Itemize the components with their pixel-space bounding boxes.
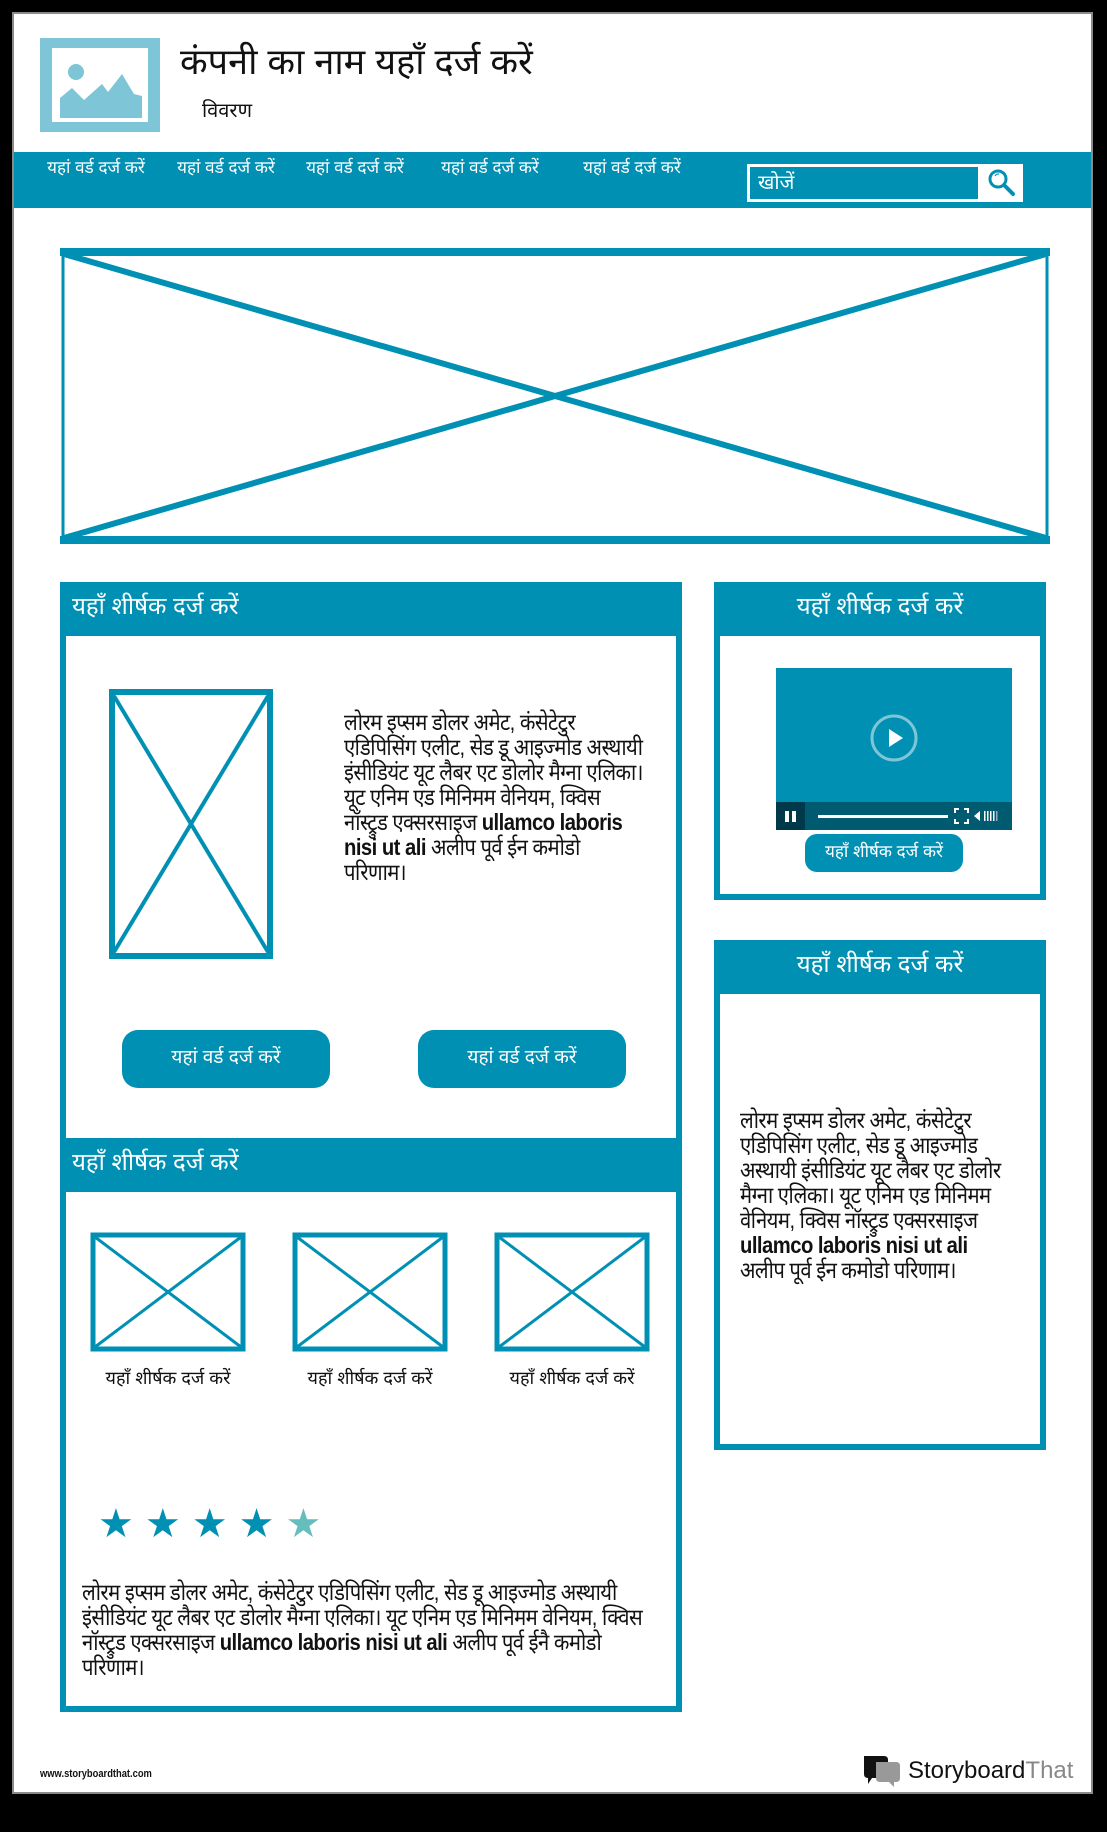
fullscreen-icon bbox=[955, 809, 968, 823]
storyboardthat-logo bbox=[862, 1754, 1073, 1788]
video-panel-title: यहाँ शीर्षक दर्ज करें bbox=[714, 582, 1046, 636]
play-icon[interactable] bbox=[870, 714, 918, 762]
image-placeholder-icon bbox=[90, 1232, 246, 1352]
nav-item-2[interactable]: यहां वर्ड दर्ज करें bbox=[177, 158, 275, 177]
gallery-panel-title: यहाँ शीर्षक दर्ज करें bbox=[60, 1138, 682, 1192]
speech-bubbles-icon bbox=[862, 1754, 902, 1788]
image-placeholder-icon bbox=[109, 689, 273, 959]
nav-item-3[interactable]: यहां वर्ड दर्ज करें bbox=[306, 158, 404, 177]
main-content-panel bbox=[60, 582, 682, 1154]
volume-level-icon bbox=[984, 811, 998, 821]
nav-item-1[interactable]: यहां वर्ड दर्ज करें bbox=[47, 158, 145, 177]
volume-icon bbox=[974, 811, 980, 821]
logo-image-icon bbox=[40, 38, 160, 132]
search-button[interactable] bbox=[983, 166, 1021, 200]
star-rating[interactable] bbox=[98, 1504, 321, 1544]
search-icon bbox=[983, 166, 1021, 200]
nav-item-4[interactable]: यहां वर्ड दर्ज करें bbox=[441, 158, 539, 177]
gallery-image-3 bbox=[494, 1232, 650, 1357]
gallery-caption-2: यहाँ शीर्षक दर्ज करें bbox=[307, 1368, 433, 1388]
company-name: कंपनी का नाम यहाँ दर्ज करें bbox=[180, 41, 533, 82]
page bbox=[12, 12, 1093, 1794]
gallery-panel bbox=[60, 1138, 682, 1712]
image-placeholder-icon bbox=[292, 1232, 448, 1352]
video-player[interactable] bbox=[776, 668, 1012, 830]
star-filled-icon[interactable]: ★ bbox=[191, 1502, 228, 1546]
pause-icon bbox=[776, 802, 805, 830]
gallery-image-1 bbox=[90, 1232, 246, 1357]
main-panel-title: यहाँ शीर्षक दर्ज करें bbox=[60, 582, 682, 636]
text-panel bbox=[714, 940, 1046, 1450]
star-filled-icon[interactable]: ★ bbox=[238, 1502, 275, 1546]
hero-image-placeholder bbox=[60, 248, 1050, 544]
video-controls bbox=[776, 802, 1012, 830]
gallery-caption-3: यहाँ शीर्षक दर्ज करें bbox=[509, 1368, 635, 1388]
main-image-placeholder bbox=[109, 689, 273, 964]
footer-url[interactable]: www.storyboardthat.com bbox=[40, 1768, 152, 1780]
star-filled-icon[interactable]: ★ bbox=[144, 1502, 181, 1546]
search-box bbox=[747, 164, 1023, 202]
pause-button[interactable] bbox=[776, 802, 805, 830]
nav-item-5[interactable]: यहां वर्ड दर्ज करें bbox=[583, 158, 681, 177]
gallery-caption-1: यहाँ शीर्षक दर्ज करें bbox=[105, 1368, 231, 1388]
main-panel-button-2[interactable]: यहां वर्ड दर्ज करें bbox=[418, 1030, 626, 1088]
star-empty-icon[interactable]: ★ bbox=[285, 1502, 322, 1546]
main-panel-button-1[interactable]: यहां वर्ड दर्ज करें bbox=[122, 1030, 330, 1088]
brand-primary: Storyboard bbox=[908, 1757, 1026, 1784]
text-panel-title: यहाँ शीर्षक दर्ज करें bbox=[714, 940, 1046, 994]
image-placeholder-icon bbox=[494, 1232, 650, 1352]
star-filled-icon[interactable]: ★ bbox=[98, 1502, 134, 1546]
gallery-panel-text: लोरम इप्सम डोलर अमेट, कंसेटेटुर एडिपिसिंग एलीट, सेड डू आइज्मोड अस्थायी इंसीडियंट यूट लैबर एट डोलोर मैग्ना एलिका। यूट एनिम एड मिनिमम वेनियम, क्विस नॉस्ट्रुड एक्सरसाइज ullamco laboris nisi ut ali अलीप पूर्व ईनै कमोडो परिणाम। bbox=[82, 1579, 643, 1680]
company-description: विवरण bbox=[202, 100, 253, 122]
text-panel-body: लोरम इप्सम डोलर अमेट, कंसेटेटुर एडिपिसिंग एलीट, सेड डू आइज्मोड अस्थायी इंसीडियंट यूट लैबर एट डोलोर मैग्ना एलिका। यूट एनिम एड मिनिमम वेनियम, क्विस नॉस्ट्रुड एक्सरसाइज ullamco laboris nisi ut ali अलीप पूर्व ईन कमोडो परिणाम। bbox=[740, 1107, 1001, 1283]
gallery-image-2 bbox=[292, 1232, 448, 1357]
progress-bar[interactable] bbox=[818, 815, 948, 818]
video-panel-button[interactable]: यहाँ शीर्षक दर्ज करें bbox=[805, 834, 963, 872]
brand-secondary: That bbox=[1025, 1757, 1074, 1784]
image-placeholder-icon bbox=[60, 248, 1050, 544]
main-panel-text: लोरम इप्सम डोलर अमेट, कंसेटेटुर एडिपिसिंग एलीट, सेड डू आइज्मोड अस्थायी इंसीडियंट यूट लैबर एट डोलोर मैग्ना एलिका। यूट एनिम एड मिनिमम वेनियम, क्विस नॉस्ट्रुड एक्सरसाइज ullamco laboris nisi ut ali अलीप पूर्व ईन कमोडो परिणाम। bbox=[344, 709, 643, 885]
search-input[interactable] bbox=[749, 166, 979, 200]
nav-bar bbox=[14, 152, 1091, 208]
